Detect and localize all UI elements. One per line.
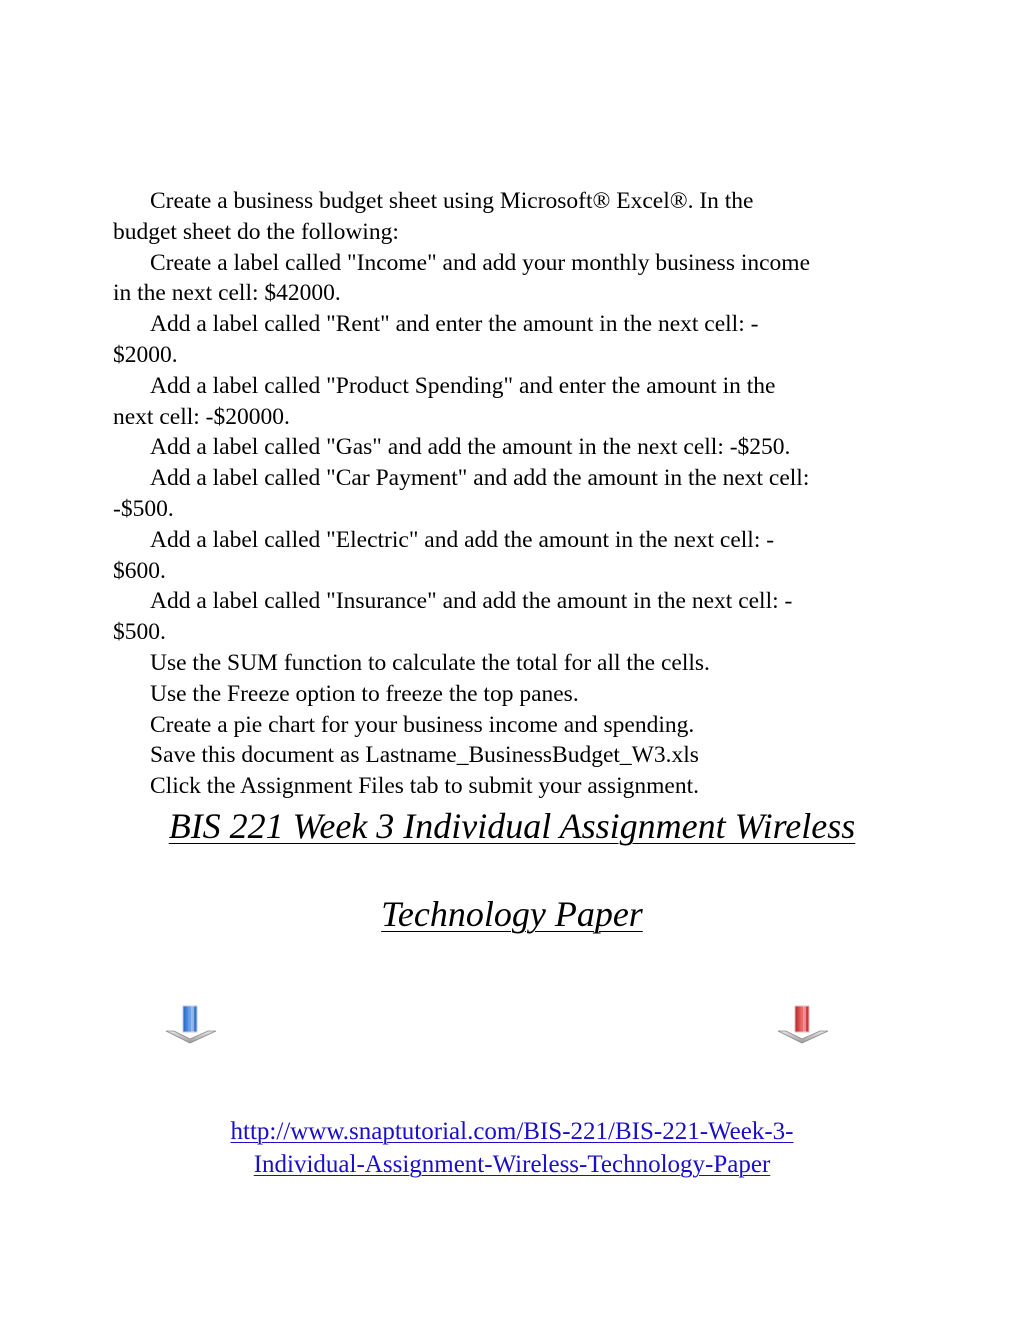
instruction-line: $2000. [113,341,178,368]
page-title [0,806,1024,846]
page-title-line-1: BIS 221 Week 3 Individual Assignment Wireless [168,806,856,846]
instruction-line: Add a label called "Gas" and add the amount in the next cell: -$250. [150,434,791,461]
page-title-line-2: Technology Paper [381,894,643,934]
instruction-line: Add a label called "Electric" and add the amount in the next cell: - [150,526,775,553]
instruction-line: in the next cell: $42000. [113,280,341,307]
blue-down-arrow-icon [164,1003,218,1045]
instruction-line: -$500. [113,495,174,522]
link-line [0,1115,1024,1148]
page-title-continued [0,894,1024,934]
instruction-line: Add a label called "Insurance" and add the amount in the next cell: - [150,588,793,615]
instruction-line: Add a label called "Product Spending" and enter the amount in the [150,372,776,399]
tutorial-link-block [0,1115,1024,1181]
instruction-line: Save this document as Lastname_BusinessBudget_W3.xls [150,742,699,769]
instruction-line: Create a pie chart for your business income and spending. [150,711,695,738]
assignment-instructions [113,186,913,802]
instruction-line: $600. [113,557,166,584]
instruction-line: Add a label called "Car Payment" and add the amount in the next cell: [150,465,810,492]
instruction-line: Use the SUM function to calculate the total for all the cells. [150,649,710,676]
red-down-arrow-icon [776,1003,830,1045]
instruction-line: budget sheet do the following: [113,218,399,245]
instruction-line: $500. [113,619,166,646]
instruction-line: Create a business budget sheet using Microsoft® Excel®. In the [150,188,754,214]
tutorial-link-part-1[interactable]: http://www.snaptutorial.com/BIS-221/BIS-221-Week-3- [230,1118,794,1145]
link-line [0,1148,1024,1181]
instruction-line: Create a label called "Income" and add your monthly business income [150,249,811,276]
instruction-line: Click the Assignment Files tab to submit your assignment. [150,773,699,800]
tutorial-link-part-2[interactable]: Individual-Assignment-Wireless-Technology-Paper [253,1151,771,1178]
instruction-line: next cell: -$20000. [113,403,290,430]
instruction-line: Use the Freeze option to freeze the top panes. [150,680,579,707]
instruction-line: Add a label called "Rent" and enter the amount in the next cell: - [150,311,759,338]
